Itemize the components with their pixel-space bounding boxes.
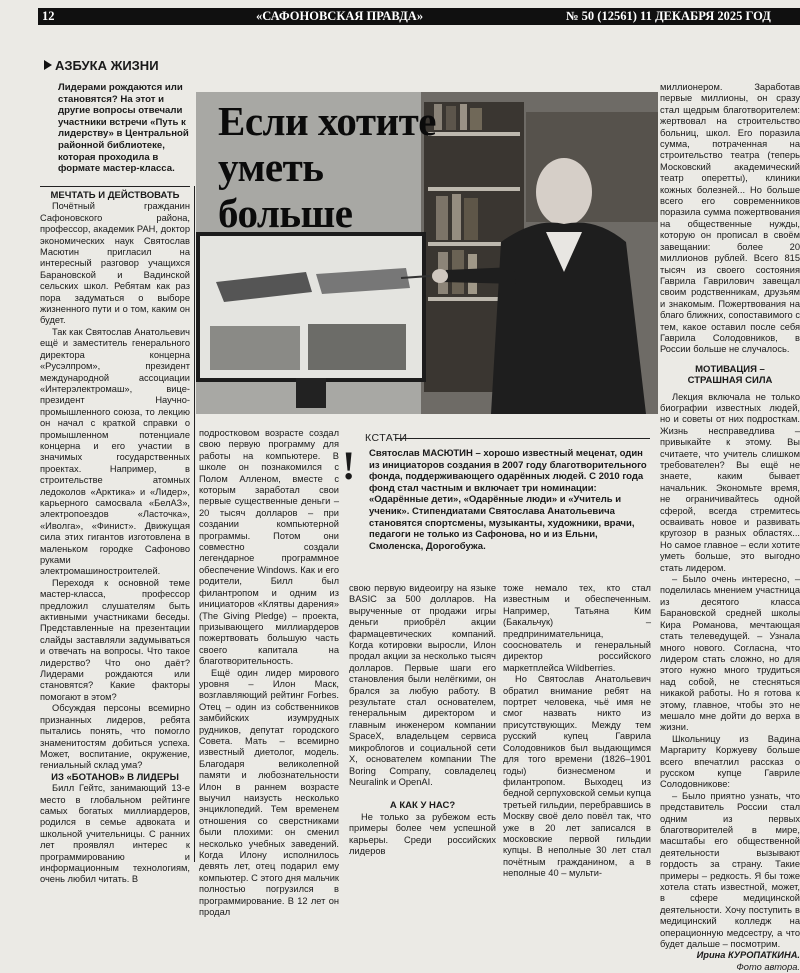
paragraph: Не только за рубежом есть примеры более чем успешной карьеры. Среди российских лидеров <box>349 811 496 856</box>
paragraph: Обсуждая персоны всемирно признанных лидеров, ребята пытались понять, что помогло знаменитостям добиться успеха. Может, воспитание, окружение, гениальный склад ума? <box>40 703 190 771</box>
box-top-rule <box>395 438 650 439</box>
newspaper-name: «САФОНОВСКАЯ ПРАВДА» <box>256 9 424 23</box>
paragraph: Так как Святослав Анатольевич ещё и заместитель генерального директора концерна «Русэлпром», президент международной ассоциации «Интерэлектромаш», вице-президент Научно-промышленного союза, то лекцию он начал с краткой справки о промышленном потенциале концерна и его участии в значимых государственных проектах. Например, в строительстве атомных ледоколов «Арктика» и «Лидер», карьерного самосвала «БелАЗ», электропоездов «Ласточка», «Иволга», «Финист». Движущая сила этих гигантов изготовлена в маленьком городке Сафоново руками электромашиностроителей. <box>40 326 190 577</box>
paragraph: Лекция включала не только биографии известных людей, но и советы от них подросткам. Жизнь несправедлива – привыкайте к этому. Вы считаете, что учитель слишком требователен? Вы ещё не знаете, каким бывает начальник. Экономьте время, не ограничивайтесь одной сферой, всегда стремитесь осваивать новое и развивать кругозор в разных областях... Но самое главное – если хотите уметь больше, это выгодно стать лидером. <box>660 391 800 573</box>
info-box <box>343 432 650 579</box>
paragraph: Билл Гейтс, занимающий 13-е место в глобальном рейтинге самых богатых миллиардеров, родился в семье адвоката и школьной учительницы. С ранних лет проявлял интерес к программированию и информационным технологиям, очень любил читать. В <box>40 783 190 885</box>
paragraph: Переходя к основной теме мастер-класса, профессор предложил слушателям быть активными участниками беседы. Представленные на презентации слайды заставляли задумываться и отвечать на вопросы. Что такое лидерство? Что оно даёт? Лидерами рождаются или становятся? Какие факторы помогают в этом? <box>40 577 190 702</box>
paragraph: Почётный гражданин Сафоновского района, профессор, академик РАН, доктор экономических наук Святослав Масютин пригласил на интересный разговор учащихся Барановской и Вадинской сельских школ. Ребятам как раз пора задуматься о выборе жизненного пути и о том, каким он будет. <box>40 201 190 326</box>
author-signature: Ирина КУРОПАТКИНА. <box>696 950 800 961</box>
paragraph: – Было приятно узнать, что представитель России стал одним из первых благотворителей в мире, масштабы его общественной деятельности вызывают гордость за страну. Такие примеры – редкость. Я бы тоже хотела стать известной, может, в сфере медицинской деятельности. Хочу поступить в медицинский колледж на операционную медсестру, а что будет дальше – посмотрим. <box>660 790 800 950</box>
column-divider <box>194 186 195 862</box>
subheading: А КАК У НАС? <box>389 800 456 812</box>
paragraph: свою первую видеоигру на языке BASIC за 500 долларов. На вырученные от продажи игры деньги приобрёл акции фармацевтических компаний. Когда котировки выросли, Илон продал акции за несколько тысяч долларов. Первые шаги его становления были нелёгкими, он брался за любую работу. В результате стал основателем, генеральным директором и главным инженером компании SpaceX, владельцем сервиса микроблогов и социальной сети X, основателем компании The Boring Company, совладелец Neuralink и OpenAI. <box>349 583 496 787</box>
paragraph: Школьницу из Вадина Маргариту Коржуеву больше всего впечатлил рассказ о русском купце Гавриле Солодовникове: <box>660 733 800 790</box>
newspaper-header <box>38 8 800 25</box>
triangle-icon <box>44 60 52 70</box>
article-column-5 <box>660 82 800 973</box>
paragraph: тоже немало тех, кто стал известным и обеспеченным. Например, Татьяна Ким (Бакальчук) – предпринимательница, сооснователь и генеральный директор российского маркетплейса Wildberries. <box>503 583 651 673</box>
photo-credit: Фото автора. <box>736 961 800 972</box>
exclamation-icon: ! <box>342 443 356 488</box>
article-column-1 <box>40 186 190 886</box>
subheading: СТРАШНАЯ СИЛА <box>687 375 773 387</box>
box-text: Святослав МАСЮТИН – хорошо известный меценат, один из инициаторов создания в 2007 году благотворительного фонда, поддерживающего одарённых людей. С 2010 года фонд стал частным и включает три номинации: «Одарённые дети», «Одарённые люди» и «Учитель и ученик». Стипендиатами Святослава Анатольевича становятся спортсмены, музыканты, художники, врачи, педагоги не только из Сафонова, но и из Ельни, Смоленска, Дорогобужа. <box>369 448 647 552</box>
paragraph: Но Святослав Анатольевич обратил внимание ребят на портрет человека, чьё имя не смог назвать никто из присутствующих. Между тем русский купец Гаврила Солодовников был выдающимся для того времени (1826–1901 годы) бизнесменом и филантропом. Выходец из бедной серпуховской семьи купца третьей гильдии, перебравшись в Москву своё дело повёл так, что уже в 20 лет записался в московские первой гильдии купцы. В неполные 30 лет стал почётным гражданином, а в неполные 40 – мульти- <box>503 674 651 879</box>
headline: Если хотите уметь больше <box>218 98 436 236</box>
article-column-2 <box>199 428 339 918</box>
article-column-4 <box>503 583 651 880</box>
article-column-3 <box>349 583 496 857</box>
subheading: МЕЧТАТЬ И ДЕЙСТВОВАТЬ <box>50 190 180 201</box>
subheading: МОТИВАЦИЯ – <box>695 363 765 375</box>
rubric: АЗБУКА ЖИЗНИ <box>44 58 159 73</box>
lead-paragraph: Лидерами рождаются или становятся? На этот и другие вопросы отвечали участники встречи «Путь к лидерству» в Центральной районной библиотеке, которая проходила в формате мастер-класса. <box>58 82 189 175</box>
divider <box>40 186 190 187</box>
paragraph: – Было очень интересно, – поделилась мнением участница из десятого класса Барановской средней школы Кира Романова, мечтающая стать телеведущей. – Узнала много нового. Согласна, что лидером стать сложно, но для этого нужно много трудиться над собой, не стесняться никакой работы. Но я готова к этому, главное, чтобы это не мешало мне дойти до верха в жизни. <box>660 574 800 733</box>
issue-info: № 50 (12561) 11 ДЕКАБРЯ 2025 ГОД <box>566 9 771 23</box>
page-number: 12 <box>42 9 55 23</box>
subheading: ИЗ «БОТАНОВ» В ЛИДЕРЫ <box>51 771 179 783</box>
paragraph: подростковом возрасте создал свою первую программу для работы на компьютере. В школе он познакомился с Полом Алленом, вместе с которым заработал свои первые существенные деньги – 20 тысяч долларов – при создании компьютерной программы. Потом они совместно создали легендарное программное обеспечение Windows. Как и его родители, Билл был филантропом и одним из инициаторов «Клятвы дарения» (The Giving Pledge) – проекта, призывающего миллиардеров пожертвовать большую часть своего капитала на благотворительность. <box>199 428 339 667</box>
paragraph: Ещё один лидер мирового уровня – Илон Маск, возглавляющий рейтинг Forbes. Отец – один из собственников замбийских изумрудных рудников, депутат городского Совета. Мать – всемирно известный диетолог, модель. Благодаря великолепной памяти и любознательности Илон в раннем возрасте выучил наизусть несколько энциклопедий. Тем временем отношения со сверстниками были плохими: он сменил несколько учебных заведений. Когда Илону исполнилось девять лет, отец подарил ему компьютер. С этого дня мальчик полностью погрузился в программирование. В 12 лет он продал <box>199 667 339 918</box>
paragraph: миллионером. Заработав первые миллионы, он сразу стал щедрым благотворителем: жертвовал на строительство больниц, школ. Его поразила сумма, потраченная на строительство театра (теперь Московский академический театр оперетты), клиники кожных болезней... Но больше всего его современников поразила сумма пожертвования на общественные нужды, которую он прописал в своём завещании: более 20 миллионов рублей. Всего 815 тысяч из своего состояния Гаврила Гаврилович завещал своим родственникам, друзьям и знакомым. Пожертвования на благо ближних, сопоставимого с тем, какое оставил после себя Гаврила Солодовников, в России больше не случалось. <box>660 82 800 355</box>
box-tag: КСТАТИ <box>365 432 408 444</box>
